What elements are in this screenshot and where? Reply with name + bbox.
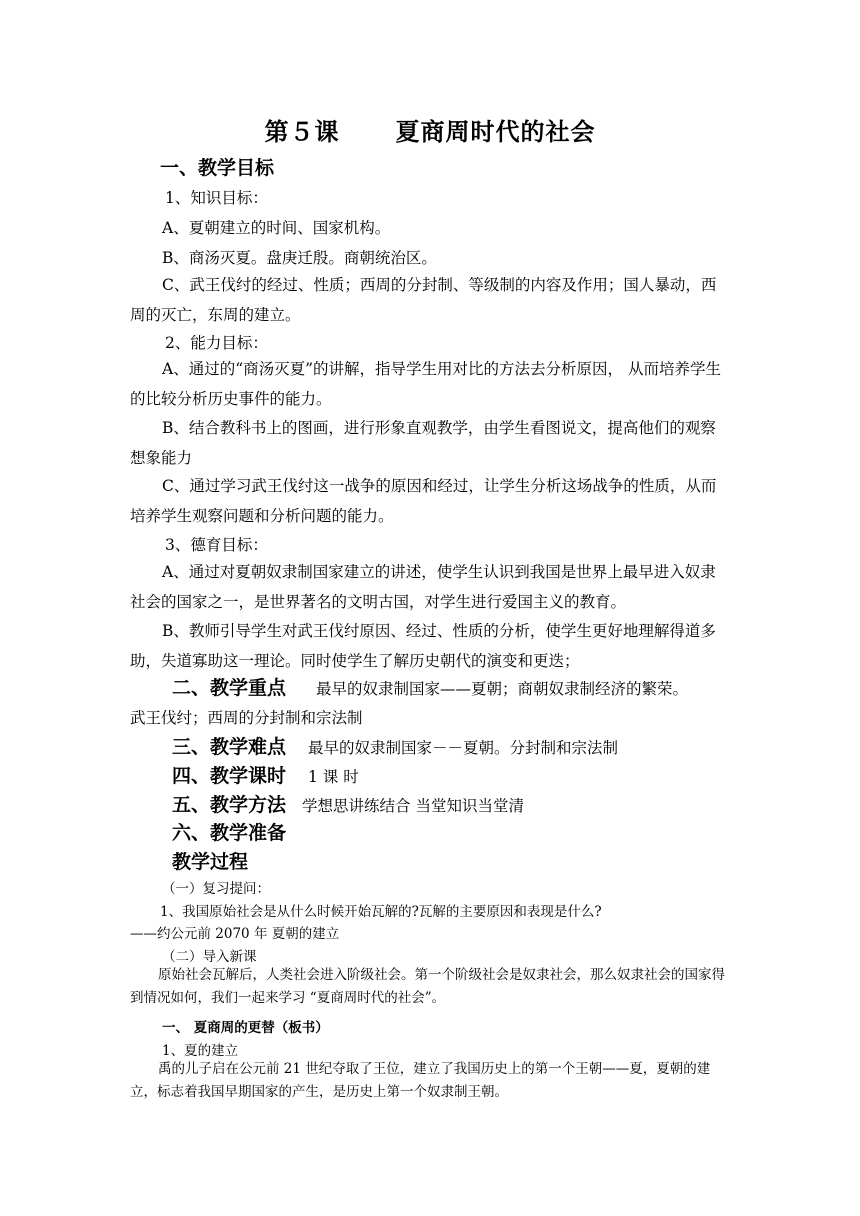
moral-item-a: A、通过对夏朝奴隶制国家建立的讲述，使学生认识到我国是世界上最早进入奴隶社会的国家之一，是世界著名的文明古国，对学生进行爱国主义的教育。 <box>130 563 716 611</box>
section-hours-heading: 四、教学课时 <box>172 765 287 787</box>
xia-paragraph: 禹的儿子启在公元前 21 世纪夺取了王位，建立了我国历史上的第一个王朝——夏，夏朝的建立，标志着我国早期国家的产生，是历史上第一个奴隶制王朝。 <box>130 1061 711 1100</box>
hours-row <box>172 761 359 788</box>
ability-item-b: B、结合教科书上的图画，进行形象直观教学，由学生看图说文，提高他们的观察想象能力 <box>130 419 716 467</box>
key-points-value: 最早的奴隶制国家——夏朝；商朝奴隶制经济的繁荣。 <box>316 680 689 698</box>
method-row <box>172 790 524 817</box>
intro-paragraph: 原始社会瓦解后，人类社会进入阶级社会。第一个阶级社会是奴隶社会，那么奴隶社会的国家得到情况如何，我们一起来学习 “夏商周时代的社会”。 <box>130 967 725 1006</box>
review-heading: （一）复习提问： <box>162 881 270 897</box>
xia-heading: 1、夏的建立 <box>162 1043 239 1059</box>
knowledge-item-c: C、武王伐纣的经过、性质；西周的分封制、等级制的内容及作用；国人暴动，西周的灭亡，东周的建立。 <box>130 276 717 324</box>
review-answer: ——约公元前 2070 年 夏朝的建立 <box>130 926 340 942</box>
part-one-heading: 一、 夏商周的更替（板书） <box>162 1020 329 1036</box>
section-preparation-heading: 六、教学准备 <box>172 822 287 844</box>
knowledge-item-b: B、商汤灭夏。盘庚迁殷。商朝统治区。 <box>162 249 437 267</box>
ability-item-c: C、通过学习武王伐纣这一战争的原因和经过，让学生分析这场战争的性质，从而培养学生观察问题和分析问题的能力。 <box>130 477 717 525</box>
hours-value: 1 课 时 <box>308 768 359 786</box>
lesson-topic: 夏商周时代的社会 <box>395 118 596 146</box>
moral-objective-heading: 3、德育目标： <box>165 536 268 554</box>
ability-item-a: A、通过的“商汤灭夏”的讲解，指导学生用对比的方法去分析原因， 从而培养学生的比较分析历史事件的能力。 <box>130 360 721 408</box>
knowledge-item-a: A、夏朝建立的时间、国家机构。 <box>162 219 391 237</box>
key-points-row <box>172 673 688 700</box>
section-process-heading: 教学过程 <box>172 851 249 873</box>
section-method-heading: 五、教学方法 <box>172 794 287 816</box>
lesson-number: 第５课 <box>264 118 340 146</box>
page-title <box>0 112 860 147</box>
section-objectives-heading: 一、教学目标 <box>160 157 275 179</box>
section-difficulty-heading: 三、教学难点 <box>172 736 287 758</box>
ability-objective-heading: 2、能力目标： <box>165 334 268 352</box>
difficulty-row <box>172 732 618 759</box>
section-key-points-heading: 二、教学重点 <box>172 677 287 699</box>
review-question: 1、我国原始社会是从什么时候开始瓦解的?瓦解的主要原因和表现是什么? <box>160 904 602 920</box>
method-value: 学想思讲练结合 当堂知识当堂清 <box>302 797 524 815</box>
knowledge-objective-heading: 1、知识目标： <box>165 189 268 207</box>
moral-item-b: B、教师引导学生对武王伐纣原因、经过、性质的分析，使学生更好地理解得道多助，失道寡助这一理论。同时使学生了解历史朝代的演变和更迭； <box>130 622 716 670</box>
key-points-continued: 武王伐纣；西周的分封制和宗法制 <box>130 709 363 727</box>
difficulty-value: 最早的奴隶制国家－－夏朝。分封制和宗法制 <box>308 739 619 757</box>
intro-heading: （二）导入新课 <box>162 949 257 965</box>
